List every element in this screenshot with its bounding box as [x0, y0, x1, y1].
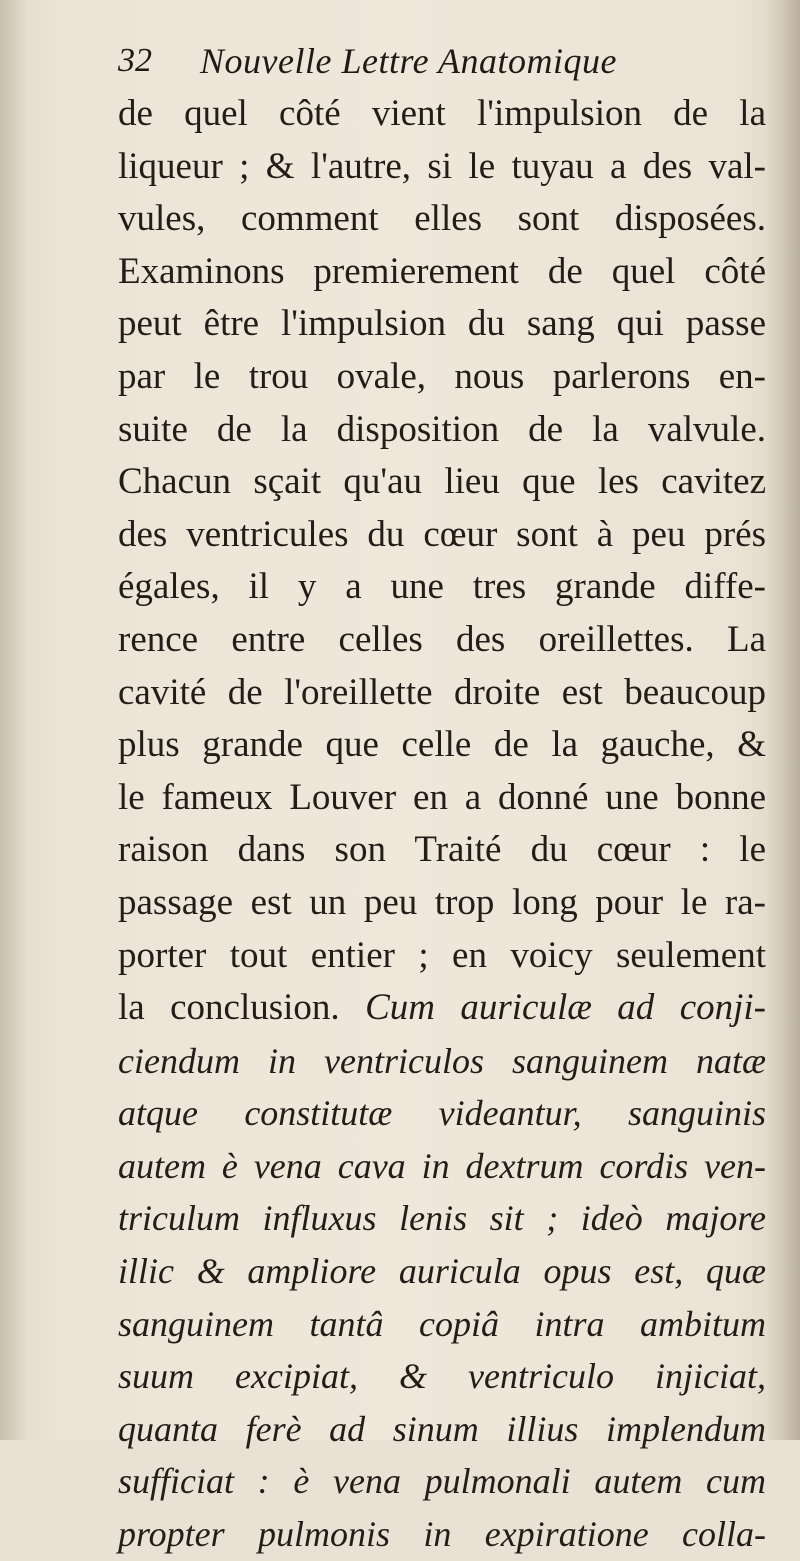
text-line: Examinons premierement de quel côté	[118, 250, 766, 292]
text-line: liqueur ; & l'autre, si le tuyau a des val-	[118, 145, 766, 187]
text-line-mixed	[118, 982, 766, 1035]
text-line: le fameux Louver en a donné une bonne	[118, 776, 766, 818]
text-line: par le trou ovale, nous parlerons en-	[118, 355, 766, 397]
text-line: égales, il y a une tres grande diffe-	[118, 566, 766, 608]
latin-line: propter pulmonis in expiratione colla-	[118, 1514, 766, 1555]
latin-line: ciendum in ventriculos sanguinem natæ	[118, 1040, 766, 1081]
text-line: cavité de l'oreillette droite est beaucoup	[118, 671, 766, 713]
latin-line: quanta ferè ad sinum illius implendum	[118, 1408, 766, 1449]
latin-quote-start: Cum auriculæ ad conji-	[365, 987, 767, 1029]
text-line: suite de la disposition de la valvule.	[118, 408, 766, 450]
latin-line: atque constitutæ videantur, sanguinis	[118, 1093, 766, 1134]
body-text	[118, 88, 766, 1561]
page-right-shadow	[766, 0, 800, 1440]
latin-line: illic & ampliore auricula opus est, quæ	[118, 1251, 766, 1292]
latin-line: suum excipiat, & ventriculo injiciat,	[118, 1356, 766, 1397]
page-number: 32	[118, 42, 152, 79]
page-left-shadow	[0, 0, 28, 1440]
latin-line: triculum influxus lenis sit ; ideò majore	[118, 1198, 766, 1239]
text-line: Chacun sçait qu'au lieu que les cavitez	[118, 461, 766, 503]
text-line: peut être l'impulsion du sang qui passe	[118, 303, 766, 345]
text-line: porter tout entier ; en voicy seulement	[118, 934, 766, 976]
text-line: de quel côté vient l'impulsion de la	[118, 93, 766, 134]
text-line: plus grande que celle de la gauche, &	[118, 724, 766, 766]
latin-line: autem è vena cava in dextrum cordis ven-	[118, 1145, 766, 1186]
text-line: vules, comment elles sont disposées.	[118, 198, 766, 240]
latin-line: sufficiat : è vena pulmonali autem cum	[118, 1461, 766, 1502]
text-line: rence entre celles des oreillettes. La	[118, 618, 766, 660]
running-title: Nouvelle Lettre Anatomique	[200, 41, 617, 81]
text-line: passage est un peu trop long pour le ra-	[118, 881, 766, 923]
latin-line: sanguinem tantâ copiâ intra ambitum	[118, 1303, 766, 1344]
page-header	[118, 40, 758, 90]
text-line-end: la conclusion.	[118, 987, 340, 1029]
text-line: des ventricules du cœur sont à peu prés	[118, 513, 766, 555]
text-line: raison dans son Traité du cœur : le	[118, 829, 766, 871]
